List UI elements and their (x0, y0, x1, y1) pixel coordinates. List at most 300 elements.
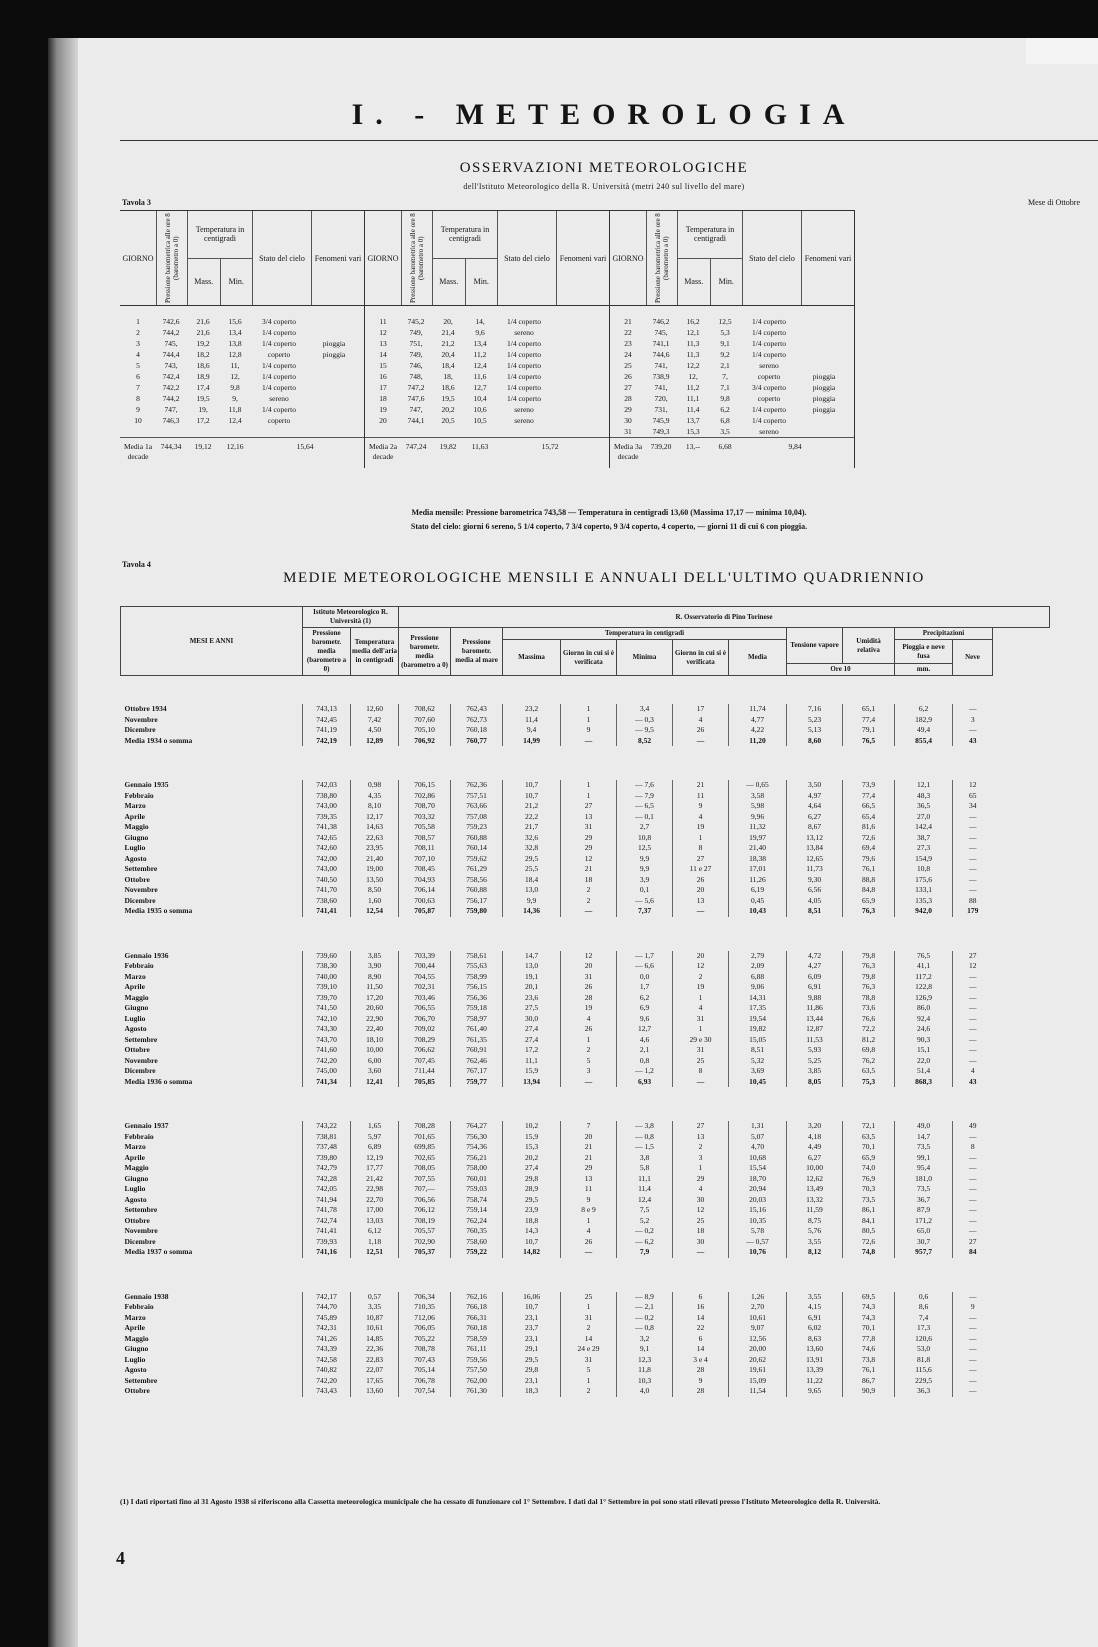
table-cell: 21,2 (503, 801, 561, 812)
table-cell: 764,27 (451, 1121, 503, 1132)
tavola3-cell: 1/4 coperto (507, 339, 541, 348)
tavola3-cell: 14 (379, 350, 387, 359)
table-cell: 711,44 (399, 1066, 451, 1077)
tavola3-row (610, 371, 854, 382)
table-cell: 10,45 (729, 1077, 787, 1088)
table-cell: 3,8 (617, 1153, 673, 1164)
table-cell: 708,29 (399, 1035, 451, 1046)
table-cell: 22 (673, 1323, 729, 1334)
tavola3-cell: 9 (136, 405, 140, 414)
table-cell: 4 (673, 715, 729, 726)
table-cell: — (953, 875, 993, 886)
table-gap (121, 1087, 1050, 1121)
table-cell: 1,26 (729, 1292, 787, 1303)
tavola3-cell: pioggia (812, 372, 836, 381)
table-cell: 17,35 (729, 1003, 787, 1014)
tavola3-cell: 11,3 (686, 339, 700, 348)
table-cell: 13,84 (787, 843, 843, 854)
tavola3-media-cell: 739,20 (650, 442, 672, 451)
tavola3-cell (553, 371, 605, 382)
tavola3-row (610, 382, 854, 393)
tavola3-summary-pressure: Media mensile: Pressione barometrica 743,58 — Temperatura in centigradi 13,60 (Massima 17,17 — minima 10,04). (411, 508, 807, 517)
table-cell: 705,87 (399, 906, 451, 917)
table-cell: 11 (673, 791, 729, 802)
table-cell: 6,89 (351, 1142, 399, 1153)
table-cell: 4,22 (729, 725, 787, 736)
tavola3-cell: 29 (624, 405, 632, 414)
tavola3-cell: 9,2 (720, 350, 730, 359)
table-row (121, 1066, 1050, 1077)
table-cell: 758,60 (451, 1237, 503, 1248)
table-cell: 6,02 (787, 1323, 843, 1334)
tavola3-cell: 12,4 (473, 361, 487, 370)
table-cell: 760,18 (451, 1323, 503, 1334)
table-cell: 3,4 (617, 704, 673, 715)
table-cell: 7,5 (617, 1205, 673, 1216)
table-cell: 2,79 (729, 951, 787, 962)
table-cell: — (953, 1174, 993, 1185)
table-cell: 92,4 (895, 1014, 953, 1025)
row-label: Settembre (124, 864, 158, 873)
table-cell: — 5,6 (617, 896, 673, 907)
tavola3-cell (308, 393, 360, 404)
table-cell: 73,9 (843, 780, 895, 791)
tavola3-cell: 1/4 coperto (752, 317, 786, 326)
table-cell: — (953, 854, 993, 865)
table-cell: — 6,5 (617, 801, 673, 812)
table-cell: 741,41 (303, 906, 351, 917)
row-label: Dicembre (124, 1066, 156, 1075)
table-cell: 73,6 (843, 1003, 895, 1014)
table-cell: 9,1 (617, 1344, 673, 1355)
table-cell: 14,3 (503, 1226, 561, 1237)
table-cell: 761,35 (451, 1035, 503, 1046)
tavola3-cell: 16,2 (686, 317, 700, 326)
tavola3-header-cell: Stato del cielo (498, 211, 557, 305)
table-cell: 31 (561, 822, 617, 833)
table-cell: — (673, 1247, 729, 1258)
table-cell: 9,30 (787, 875, 843, 886)
tavola3-row (120, 382, 364, 393)
tavola3-cell: 12, (688, 372, 698, 381)
table-cell: 20 (673, 951, 729, 962)
tavola3-cell: 20,4 (441, 350, 455, 359)
table-cell: 21,40 (351, 854, 399, 865)
table-cell: 742,10 (303, 1014, 351, 1025)
table-cell: 181,0 (895, 1174, 953, 1185)
table-cell: 20,94 (729, 1184, 787, 1195)
row-label: Aprile (124, 1323, 145, 1332)
table-cell: 762,24 (451, 1216, 503, 1227)
table-row (121, 1142, 1050, 1153)
table-cell: 14,99 (503, 736, 561, 747)
table-cell: — (953, 1132, 993, 1143)
table-cell: 4 (673, 1184, 729, 1195)
table-cell: 3 (953, 715, 993, 726)
tavola3-label: Tavola 3 (122, 198, 151, 207)
table-cell: 10,76 (729, 1247, 787, 1258)
table-cell: 8 (953, 1142, 993, 1153)
table-cell: 10,00 (351, 1045, 399, 1056)
temp-label: Temperatura in centigradi (433, 211, 497, 259)
tavola3-cell: 10,6 (473, 405, 487, 414)
table-cell: 12,60 (351, 704, 399, 715)
table-cell: 739,35 (303, 812, 351, 823)
table-cell: 4,35 (351, 791, 399, 802)
table-cell: 12,56 (729, 1334, 787, 1345)
table-cell: 705,37 (399, 1247, 451, 1258)
table-cell: — (953, 993, 993, 1004)
table-cell: 758,61 (451, 951, 503, 962)
table-cell: 43 (953, 736, 993, 747)
table-cell: 11,1 (617, 1174, 673, 1185)
table-cell: 0,8 (617, 1056, 673, 1067)
row-label: Marzo (124, 1142, 146, 1151)
table-cell: 133,1 (895, 885, 953, 896)
table-cell: 27,4 (503, 1163, 561, 1174)
table-cell: 74,0 (843, 1163, 895, 1174)
table-cell: 175,6 (895, 875, 953, 886)
table-cell: 7,9 (617, 1247, 673, 1258)
table-row (121, 736, 1050, 747)
tavola3-row (365, 360, 609, 371)
table-cell: 5,2 (617, 1216, 673, 1227)
table-cell: 5,78 (729, 1226, 787, 1237)
table-cell: 702,86 (399, 791, 451, 802)
table-cell: 9 (561, 725, 617, 736)
table-cell: 756,36 (451, 993, 503, 1004)
table-cell: — 6,6 (617, 961, 673, 972)
row-label: Ottobre 1934 (124, 704, 167, 713)
tavola3-cell: 9,8 (720, 394, 730, 403)
col-istituto: Istituto Meteorologico R. Università (1) (303, 607, 399, 628)
table-cell: 29,8 (503, 1174, 561, 1185)
table-cell: 10,7 (503, 780, 561, 791)
table-cell: 763,66 (451, 801, 503, 812)
table-cell: 706,62 (399, 1045, 451, 1056)
tavola3-cell: 738,9 (652, 372, 670, 381)
table-cell: 15,3 (503, 1142, 561, 1153)
table-cell: — (953, 843, 993, 854)
table-cell: 2 (673, 1142, 729, 1153)
row-label: Novembre (124, 885, 158, 894)
table-cell: 20,62 (729, 1355, 787, 1366)
table-cell: 742,58 (303, 1355, 351, 1366)
table-cell: 22,70 (351, 1195, 399, 1206)
table-cell: 741,26 (303, 1334, 351, 1345)
table-cell: 2 (561, 885, 617, 896)
table-cell: 20 (561, 1132, 617, 1143)
table-cell: 11,26 (729, 875, 787, 886)
table-cell: 19 (673, 982, 729, 993)
table-cell: 18,38 (729, 854, 787, 865)
tavola3-cell (308, 382, 360, 393)
table-cell: — 0,65 (729, 780, 787, 791)
tavola3-cell: 18 (379, 394, 387, 403)
table-row (121, 1014, 1050, 1025)
tavola3-cell: 1/4 coperto (507, 361, 541, 370)
tavola3-cell: 1/4 coperto (752, 350, 786, 359)
table-cell: — 1,5 (617, 1142, 673, 1153)
col-umidita: Umidità relativa (843, 628, 895, 664)
tavola3-media-cell: Media 3a decade (613, 442, 643, 461)
table-cell: 18 (673, 1226, 729, 1237)
table-row (121, 1121, 1050, 1132)
tavola3-cell: 745,9 (652, 416, 670, 425)
table-cell: 76,3 (843, 982, 895, 993)
table-cell: 761,29 (451, 864, 503, 875)
table-cell: 3,85 (787, 1066, 843, 1077)
temp-label: Temperatura in centigradi (188, 211, 252, 259)
tavola3-cell (308, 360, 360, 371)
tavola3-cell: 8 (136, 394, 140, 403)
table-cell: 708,57 (399, 833, 451, 844)
table-cell: — (953, 1376, 993, 1387)
table-row (121, 951, 1050, 962)
table-cell: 3,58 (729, 791, 787, 802)
table-cell: 1 (561, 1302, 617, 1313)
tavola3-cell (553, 327, 605, 338)
table-cell: 12,7 (617, 1024, 673, 1035)
row-label: Dicembre (124, 1236, 156, 1246)
table-cell: 741,50 (303, 1003, 351, 1014)
temp-label: Temperatura in centigradi (678, 211, 742, 259)
tavola3-cell (553, 393, 605, 404)
table-cell: 29 e 30 (673, 1035, 729, 1046)
tavola3-row (120, 316, 364, 327)
table-cell: 25,5 (503, 864, 561, 875)
table-cell: 706,55 (399, 1003, 451, 1014)
table-cell: — (953, 1163, 993, 1174)
col-ore: Ore 10 (787, 664, 895, 676)
row-label: Aprile (124, 982, 145, 991)
table-cell: 742,45 (303, 715, 351, 726)
tavola3-cell: 17 (379, 383, 387, 392)
table-cell: 4 (953, 1066, 993, 1077)
tavola3-block (365, 210, 610, 468)
tavola3-heading: OSSERVAZIONI METEOROLOGICHE (459, 160, 749, 176)
table-cell: 73,5 (895, 1184, 953, 1195)
table-cell: 710,35 (399, 1302, 451, 1313)
row-label: Dicembre (124, 725, 156, 734)
table-cell: 702,65 (399, 1153, 451, 1164)
table-cell: 11,1 (503, 1056, 561, 1067)
table-cell: 6,91 (787, 1313, 843, 1324)
table-cell: 756,30 (451, 1132, 503, 1143)
table-cell: 6,56 (787, 885, 843, 896)
table-cell: 86,7 (843, 1376, 895, 1387)
table-cell: 2,1 (617, 1045, 673, 1056)
table-cell: 6,2 (895, 704, 953, 715)
row-label: Ottobre (124, 1215, 150, 1225)
tavola3-cell (553, 316, 605, 327)
table-cell: 74,8 (843, 1247, 895, 1258)
table-cell: 756,21 (451, 1153, 503, 1164)
tavola3-cell: 27 (624, 383, 632, 392)
table-cell: 704,55 (399, 972, 451, 983)
table-cell: 28 (673, 1386, 729, 1397)
tavola3-temp-header (678, 211, 743, 305)
tavola3-cell: sereno (514, 416, 534, 425)
table-row (121, 1153, 1050, 1164)
tavola3-header-text: Pressione barometrica alle ore 8 (barometro a 0) (164, 213, 180, 303)
table-cell: 8 e 9 (561, 1205, 617, 1216)
table-cell: 65,0 (895, 1226, 953, 1237)
tavola3-cell: 5 (136, 361, 140, 370)
table-cell: 8,50 (351, 885, 399, 896)
table-cell: 5,76 (787, 1226, 843, 1237)
table-cell: 12,89 (351, 736, 399, 747)
row-label: Maggio (124, 822, 149, 831)
table-row (121, 1024, 1050, 1035)
table-cell: 6,93 (617, 1077, 673, 1088)
tavola3-cell: 747,6 (407, 394, 425, 403)
table-cell: 27 (561, 801, 617, 812)
tavola3-cell: 11,4 (686, 405, 700, 414)
table-cell: 88,8 (843, 875, 895, 886)
table-cell: 81,6 (843, 822, 895, 833)
tavola3-cell: 742,6 (162, 317, 180, 326)
table-cell: 72,2 (843, 1024, 895, 1035)
table-cell: 12,51 (351, 1247, 399, 1258)
table-cell: 16 (673, 1302, 729, 1313)
table-cell: 41,1 (895, 961, 953, 972)
table-cell: 28 (673, 1365, 729, 1376)
table-cell: 43 (953, 1077, 993, 1088)
table-cell: 10,61 (351, 1323, 399, 1334)
table-cell: 3,69 (729, 1066, 787, 1077)
table-cell: 15,16 (729, 1205, 787, 1216)
tavola3-cell: 3,5 (720, 427, 730, 436)
table-cell: 742,28 (303, 1174, 351, 1185)
table-cell: 12 (561, 951, 617, 962)
table-cell: 741,19 (303, 725, 351, 736)
table-cell: 70,1 (843, 1142, 895, 1153)
table-cell: 23,7 (503, 1323, 561, 1334)
table-cell: 13 (561, 1174, 617, 1185)
tavola3-cell: coperto (267, 350, 291, 359)
table-cell: 26 (673, 875, 729, 886)
table-cell: 4,49 (787, 1142, 843, 1153)
tavola3-cell (308, 415, 360, 426)
tavola3-cell: 748, (409, 372, 423, 381)
table-row (121, 1003, 1050, 1014)
table-cell: 29 (561, 843, 617, 854)
table-cell: — 1,7 (617, 951, 673, 962)
table-cell: 4,0 (617, 1386, 673, 1397)
table-cell: — (953, 885, 993, 896)
table-cell: 6,27 (787, 1153, 843, 1164)
row-label: Marzo (124, 971, 146, 981)
table-cell: 13 (561, 812, 617, 823)
tavola3-cell: 741, (654, 383, 668, 392)
table-cell: 76,5 (843, 736, 895, 747)
table-cell: 12,62 (787, 1174, 843, 1185)
table-row (121, 780, 1050, 791)
tavola3-cell: 20,2 (441, 405, 455, 414)
tavola3-cell: 10 (134, 416, 142, 425)
table-cell: 76,1 (843, 1365, 895, 1376)
table-cell: 1 (673, 1024, 729, 1035)
table-cell: 15,1 (895, 1045, 953, 1056)
table-cell: — 0,1 (617, 812, 673, 823)
table-cell: 13,0 (503, 885, 561, 896)
tavola3-row (365, 327, 609, 338)
table-cell: 25 (673, 1216, 729, 1227)
table-cell: 758,97 (451, 1014, 503, 1025)
table-cell: 19,00 (351, 864, 399, 875)
tavola3-cell: 22 (624, 328, 632, 337)
col-press-baro: Pressione barometr. media (barometro a 0) (399, 628, 451, 676)
tavola3-cell: 18,4 (441, 361, 455, 370)
table-cell: 741,60 (303, 1045, 351, 1056)
table-cell: 3 e 4 (673, 1355, 729, 1366)
table-cell: 6,91 (787, 982, 843, 993)
tavola3-cell: 742,4 (162, 372, 180, 381)
table-cell: 77,4 (843, 791, 895, 802)
table-cell: 745,00 (303, 1066, 351, 1077)
table-cell: 51,4 (895, 1066, 953, 1077)
table-cell: 705,14 (399, 1365, 451, 1376)
table-cell: 22,83 (351, 1355, 399, 1366)
table-cell: 10,87 (351, 1313, 399, 1324)
table-cell: 2,09 (729, 961, 787, 972)
tavola3-cell: 15,3 (686, 427, 700, 436)
table-cell: 708,05 (399, 1163, 451, 1174)
tavola3-cell (798, 349, 850, 360)
row-label: Maggio (124, 1163, 149, 1172)
tavola3-media-row (610, 437, 854, 468)
table-cell: 738,30 (303, 961, 351, 972)
table-cell: — 3,8 (617, 1121, 673, 1132)
tavola3-cell: 741,1 (652, 339, 670, 348)
table-gap (121, 917, 1050, 951)
tavola3-cell: 13,7 (686, 416, 700, 425)
table-cell: 23,6 (503, 993, 561, 1004)
tavola3-cell: 1/4 coperto (507, 317, 541, 326)
table-cell: 53,0 (895, 1344, 953, 1355)
row-label: Marzo (124, 1312, 146, 1322)
tavola3-cell (798, 338, 850, 349)
table-row (121, 1132, 1050, 1143)
tavola3-cell: 744,4 (162, 350, 180, 359)
table-cell: 10,43 (729, 906, 787, 917)
table-cell: 14 (673, 1344, 729, 1355)
table-cell: 708,28 (399, 1121, 451, 1132)
table-cell: 4,27 (787, 961, 843, 972)
table-cell: 25 (673, 1056, 729, 1067)
table-cell: 1 (561, 1035, 617, 1046)
table-cell: 739,80 (303, 1153, 351, 1164)
tavola3-cell: 23 (624, 339, 632, 348)
tavola3-cell: 26 (624, 372, 632, 381)
row-label: Giugno (124, 832, 149, 842)
table-cell: 10,7 (503, 1237, 561, 1248)
tavola3-cell: 11,8 (228, 405, 242, 414)
tavola3-cell: 17,2 (196, 416, 210, 425)
tavola3-cell: 20 (379, 416, 387, 425)
tavola3-cell: 749,3 (652, 427, 670, 436)
table-cell: 1 (561, 1216, 617, 1227)
table-cell: 26 (561, 1024, 617, 1035)
table-row (121, 843, 1050, 854)
table-cell: 7 (561, 1121, 617, 1132)
table-cell: 17,2 (503, 1045, 561, 1056)
tavola3-row (365, 393, 609, 404)
table-cell: 19,61 (729, 1365, 787, 1376)
table-cell: 17,77 (351, 1163, 399, 1174)
tavola3-row (610, 327, 854, 338)
